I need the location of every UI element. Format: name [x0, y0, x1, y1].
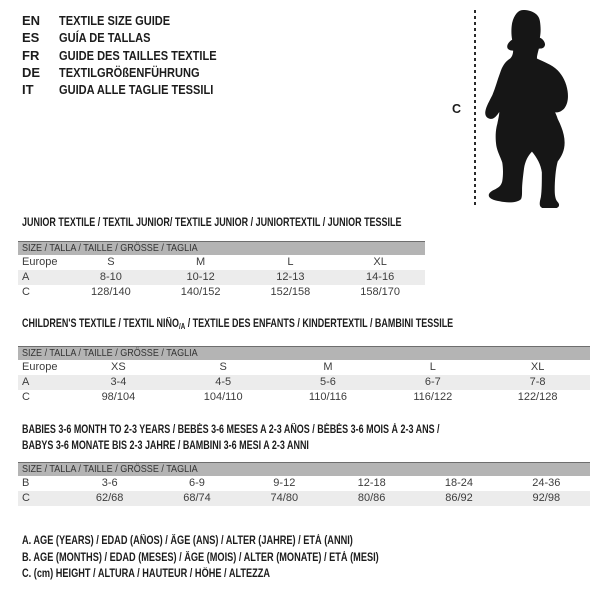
- babies-section: [18, 422, 590, 506]
- table-row: [18, 360, 590, 375]
- language-code: EN: [22, 13, 41, 28]
- language-label: TEXTILGRÖßENFÜHRUNG: [59, 64, 200, 80]
- row-label: C: [18, 491, 66, 506]
- row-label: C: [22, 391, 30, 403]
- language-row: [22, 64, 244, 81]
- row-label: Europe: [22, 361, 58, 373]
- table-cell: 6-9: [189, 477, 205, 489]
- language-row: [22, 47, 244, 64]
- table-cell: 12-13: [246, 270, 336, 285]
- table-cell: 158/170: [360, 286, 400, 298]
- language-code: IT: [22, 82, 34, 98]
- language-label: GUIDA ALLE TAGLIE TESSILI: [59, 82, 214, 98]
- table-cell: 74/80: [241, 491, 328, 506]
- babies-size-table: [18, 462, 590, 506]
- language-row: [22, 81, 244, 98]
- table-cell: 62/68: [66, 491, 153, 506]
- children-section: [18, 316, 590, 405]
- children-size-table: [18, 346, 590, 405]
- table-row: [18, 375, 590, 390]
- table-row: [18, 390, 590, 405]
- table-cell: 128/140: [90, 286, 131, 298]
- table-cell: 14-16: [335, 270, 425, 285]
- junior-section: [18, 215, 425, 300]
- table-cell: 86/92: [415, 491, 502, 506]
- size-header-row: [18, 463, 590, 476]
- table-cell: 152/158: [270, 286, 311, 298]
- table-row: [18, 255, 425, 270]
- table-row: [18, 476, 590, 491]
- height-dashed-line: [474, 10, 476, 207]
- table-row: [18, 285, 425, 300]
- junior-size-table: [18, 241, 425, 300]
- row-label: B: [22, 477, 30, 489]
- size-header-row: [18, 347, 590, 360]
- junior-title: JUNIOR TEXTILE / TEXTIL JUNIOR/ TEXTILE JUNIOR / JUNIORTEXTIL / JUNIOR TESSILE: [22, 217, 402, 229]
- size-header-cell: SIZE / TALLA / TAILLE / GRÖSSE / TAGLIA: [18, 347, 590, 360]
- legend-line-a: A. AGE (YEARS) / EDAD (AÑOS) / ÂGE (ANS) / ALTER (JAHRE) / ETÀ (ANNI): [22, 535, 353, 547]
- babies-title-line2: BABYS 3-6 MONATE BIS 2-3 JAHRE / BAMBINI 3-6 MESI A 2-3 ANNI: [22, 440, 309, 452]
- size-header-row: [18, 242, 425, 255]
- table-cell: 4-5: [171, 375, 276, 390]
- language-code: ES: [22, 30, 40, 46]
- row-label: A: [18, 375, 66, 390]
- table-cell: M: [196, 256, 206, 268]
- table-cell: XS: [111, 361, 126, 373]
- table-cell: 116/122: [413, 391, 453, 403]
- size-header-cell: SIZE / TALLA / TAILLE / GRÖSSE / TAGLIA: [18, 463, 590, 476]
- legend-line-c: C. (cm) HEIGHT / ALTURA / HAUTEUR / HÖHE / ALTEZZA: [22, 568, 271, 580]
- babies-title-line1: BABIES 3-6 MONTH TO 2-3 YEARS / BEBÉS 3-6 MESES A 2-3 AÑOS / BÉBÉS 3-6 MOIS À 2-3 ANS /: [22, 424, 440, 436]
- table-cell: 98/104: [101, 391, 136, 403]
- table-cell: 5-6: [276, 375, 381, 390]
- table-cell: 18-24: [444, 477, 474, 489]
- toddler-silhouette-icon: [483, 10, 571, 208]
- language-code: DE: [22, 64, 41, 80]
- table-cell: XL: [373, 256, 387, 268]
- table-cell: 140/152: [180, 286, 221, 298]
- table-cell: 80/86: [328, 491, 415, 506]
- table-cell: 24-36: [532, 477, 561, 489]
- table-cell: 3-4: [66, 375, 171, 390]
- table-cell: 110/116: [308, 391, 348, 403]
- language-label: GUIDE DES TAILLES TEXTILE: [59, 47, 217, 63]
- language-row: [22, 29, 244, 46]
- children-title: CHILDREN'S TEXTILE / TEXTIL NIÑO/A / TEXTILE DES ENFANTS / KINDERTEXTIL / BAMBINI TESSILE: [22, 318, 454, 331]
- table-cell: 8-10: [66, 270, 156, 285]
- table-row: [18, 270, 425, 285]
- language-code: FR: [22, 47, 40, 63]
- table-cell: L: [429, 361, 436, 373]
- table-cell: 92/98: [503, 491, 590, 506]
- legend: [18, 533, 468, 583]
- language-row: [22, 12, 244, 29]
- language-label: TEXTILE SIZE GUIDE: [59, 13, 171, 28]
- height-measure-label: C: [452, 102, 462, 116]
- table-cell: 68/74: [153, 491, 240, 506]
- table-cell: 12-18: [357, 477, 386, 489]
- table-cell: L: [287, 256, 294, 268]
- table-cell: S: [107, 256, 115, 268]
- row-label: C: [22, 286, 30, 298]
- language-list: [22, 12, 244, 98]
- table-cell: 6-7: [380, 375, 485, 390]
- table-cell: 9-12: [273, 477, 296, 489]
- table-cell: M: [323, 361, 333, 373]
- row-label: Europe: [22, 256, 58, 268]
- table-cell: 104/110: [203, 391, 243, 403]
- title-subscript: /A: [178, 322, 186, 331]
- table-cell: XL: [530, 361, 545, 373]
- table-cell: 122/128: [517, 391, 558, 403]
- table-row: [18, 491, 590, 506]
- legend-line-b: B. AGE (MONTHS) / EDAD (MESES) / ÂGE (MOIS) / ALTER (MONATE) / ETÀ (MESI): [22, 551, 379, 564]
- table-cell: 10-12: [156, 270, 246, 285]
- table-cell: 7-8: [485, 375, 590, 390]
- table-cell: S: [219, 361, 227, 373]
- size-header-cell: SIZE / TALLA / TAILLE / GRÖSSE / TAGLIA: [18, 242, 425, 255]
- table-cell: 3-6: [101, 477, 118, 489]
- row-label: A: [18, 270, 66, 285]
- language-label: GUÍA DE TALLAS: [59, 30, 151, 46]
